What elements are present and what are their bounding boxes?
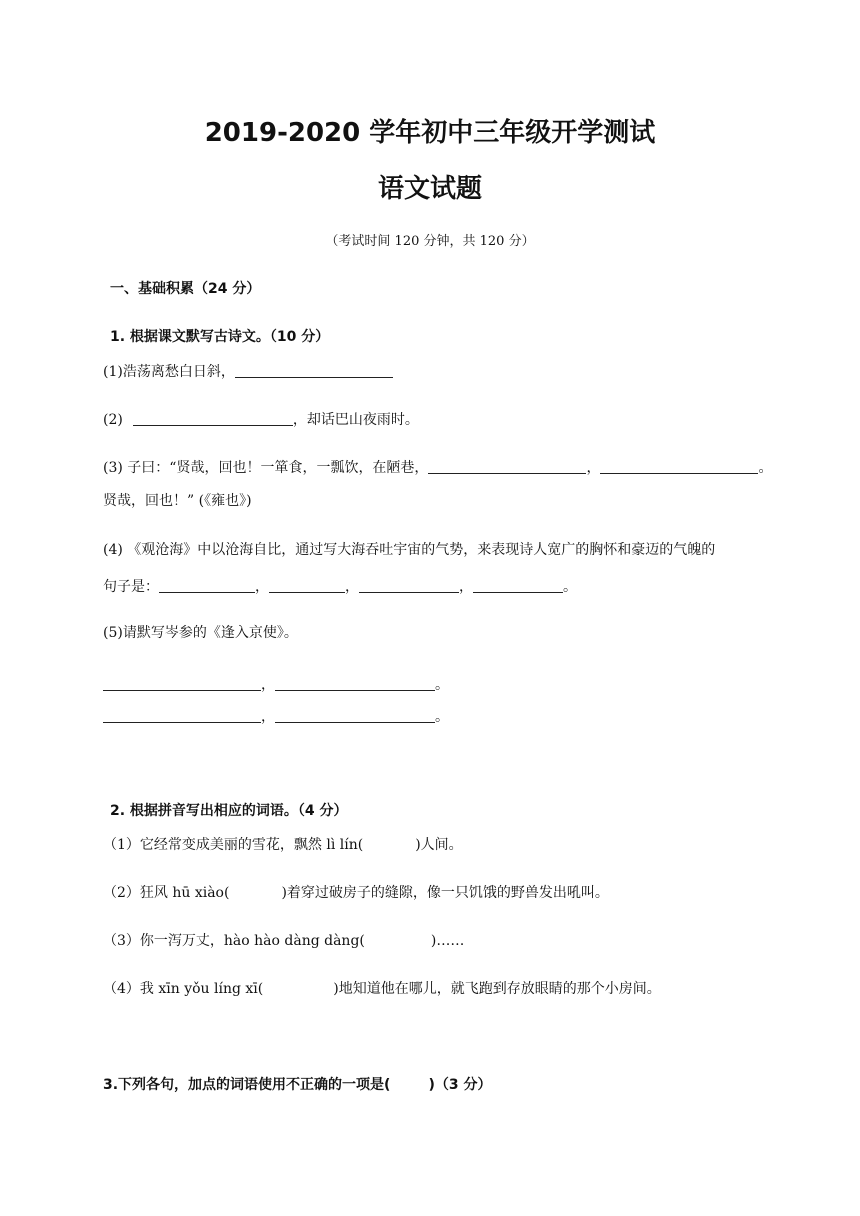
section-heading: 一、基础积累（24 分）	[110, 281, 261, 297]
q2-item-text: （4）我 xīn yǒu líng xī(	[103, 981, 264, 997]
q1-part-5-line1	[103, 674, 449, 694]
answer-blank[interactable]	[600, 459, 758, 474]
q2-item-4	[103, 978, 661, 998]
q1-part-5-end: 。	[435, 677, 449, 693]
answer-blank[interactable]	[275, 708, 435, 723]
q1-part-2-prefix: (2)	[103, 412, 123, 428]
q1-part-3-end: 。	[758, 460, 773, 476]
q2-item-text: )着穿过破房子的缝隙，像一只饥饿的野兽发出吼叫。	[281, 885, 609, 901]
q1-part-1	[103, 361, 393, 381]
q1-part-5-sep: ，	[261, 709, 275, 725]
q2-item-text: )……	[430, 933, 465, 949]
q1-part-5-line2	[103, 706, 449, 726]
q2-item-text: （3）你一泻万丈，hào hào dàng dàng(	[103, 933, 365, 949]
exam-subtitle: 语文试题	[377, 174, 482, 204]
q1-part-2	[103, 409, 419, 429]
answer-blank[interactable]	[275, 676, 435, 691]
q3-title-after: )（3 分）	[428, 1077, 492, 1093]
answer-blank[interactable]	[428, 459, 586, 474]
question-1-title: 1. 根据课文默写古诗文。（10 分）	[110, 329, 330, 345]
q1-part-4-sep: ，	[459, 579, 473, 595]
q1-part-4: (4) 《观沧海》中以沧海自比，通过写大海吞吐宇宙的气势，来表现诗人宽广的胸怀和豪迈的气魄的	[103, 542, 716, 558]
q1-part-4-sep: ，	[345, 579, 359, 595]
q2-item-text: )地知道他在哪儿，就飞跑到存放眼睛的那个小房间。	[333, 981, 661, 997]
answer-blank[interactable]	[269, 578, 345, 593]
q1-part-4-sep: ，	[255, 579, 269, 595]
q1-part-3-sep: ，	[586, 460, 601, 476]
q1-part-1-text: (1)浩荡离愁白日斜，	[103, 364, 235, 380]
q1-part-3-text: (3) 子曰：“贤哉，回也！一箪食，一瓢饮，在陋巷，	[103, 460, 429, 476]
question-2-title: 2. 根据拼音写出相应的词语。（4 分）	[110, 803, 348, 819]
q2-item-text: （2）狂风 hū xiào(	[103, 885, 230, 901]
exam-title: 2019-2020 学年初中三年级开学测试	[204, 118, 656, 148]
answer-blank[interactable]	[359, 578, 459, 593]
q1-part-4-prefix: 句子是：	[103, 579, 159, 595]
q1-part-4-end: 。	[563, 579, 577, 595]
exam-info: （考试时间 120 分钟，共 120 分）	[325, 234, 535, 249]
q1-part-3-line2: 贤哉，回也！” (《雍也》)	[103, 493, 252, 509]
answer-blank[interactable]	[473, 578, 563, 593]
q1-part-5: (5)请默写岑参的《逢入京使》。	[103, 625, 298, 641]
answer-blank[interactable]	[133, 411, 293, 426]
answer-blank[interactable]	[103, 676, 261, 691]
q1-part-5-end: 。	[435, 709, 449, 725]
q1-part-4-line2	[103, 576, 577, 596]
q2-item-3	[103, 930, 464, 950]
answer-blank[interactable]	[235, 363, 393, 378]
q2-item-text: （1）它经常变成美丽的雪花，飘然 lì lín(	[103, 837, 364, 853]
question-3-title	[103, 1074, 491, 1094]
q1-part-3	[103, 457, 772, 477]
q3-title-before: 3.下列各句，加点的词语使用不正确的一项是(	[103, 1077, 391, 1093]
q1-part-5-sep: ，	[261, 677, 275, 693]
q2-item-1	[103, 834, 463, 854]
q2-item-2	[103, 882, 609, 902]
answer-blank[interactable]	[103, 708, 261, 723]
q2-item-text: )人间。	[415, 837, 463, 853]
answer-blank[interactable]	[159, 578, 255, 593]
q1-part-2-suffix: ，却话巴山夜雨时。	[292, 412, 419, 428]
